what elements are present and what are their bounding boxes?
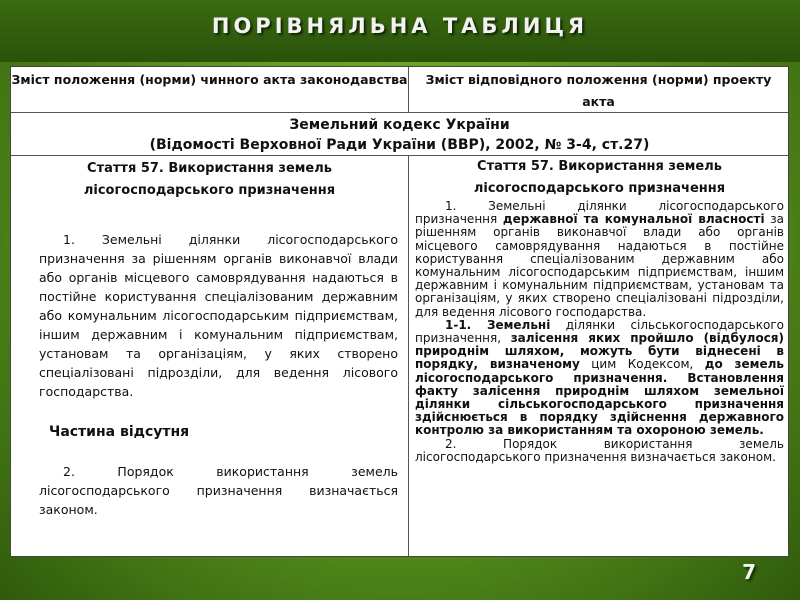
slide-title: ПОРІВНЯЛЬНА ТАБЛИЦЯ xyxy=(211,14,589,38)
header-draft-law: Зміст відповідного положення (норми) проекту акта xyxy=(409,67,788,113)
slide-number: 7 xyxy=(742,560,756,584)
left-paragraph-2: 2. Порядок використання земель лісогосподарського призначення визначається законом. xyxy=(39,464,398,517)
current-law-column xyxy=(11,156,409,556)
draft-law-column xyxy=(409,156,788,556)
law-title: Земельний кодекс України xyxy=(289,117,510,133)
p2-emphasis-c: залісення яких пройшло (відбулося) природнім шляхом, можуть бути віднесені в порядку, визначеному xyxy=(415,331,784,372)
p2-emphasis-e: до земель лісогосподарського призначення. Встановлення факту залісення природнім шляхом земельної ділянки сільськогосподарського призначення здійснюється в порядку здійснення державного контролю за використанням та охороною земель. xyxy=(415,357,784,438)
p1-text-c: за рішенням органів виконавчої влади або органів місцевого самоврядування надаються в постійне користування спеціалізованим державним або комунальним лісогосподарським підприємствам, іншим державним і комунальним підприємствам, установам та організаціям, у яких створено спеціалізовані підрозділи, для ведення лісового господарства. xyxy=(415,212,784,319)
p2-text-b: ділянки сільськогосподарського призначення, xyxy=(415,317,784,346)
right-paragraph-2: 2. Порядок використання земель лісогосподарського призначення визначається законом. xyxy=(415,436,784,464)
p1-text-a: 1. Земельні ділянки лісогосподарського призначення xyxy=(415,199,784,227)
title-bar xyxy=(0,0,800,62)
p2-text-d: цим Кодексом, xyxy=(579,357,705,372)
p2-emphasis-a: 1-1. Земельні xyxy=(445,317,551,332)
right-paragraph-1-1 xyxy=(415,319,784,438)
left-article-title: Стаття 57. Використання земель лісогосподарського призначення xyxy=(83,161,336,198)
right-article-title: Стаття 57. Використання земель лісогосподарського призначення xyxy=(473,159,726,196)
law-source: (Відомості Верховної Ради України (ВВР), 2002, № 3-4, ст.27) xyxy=(149,137,650,153)
comparison-table xyxy=(10,66,789,557)
missing-part-note: Частина відсутня xyxy=(49,424,190,440)
left-paragraph-1: 1. Земельні ділянки лісогосподарського призначення за рішенням органів виконавчої влади або органів місцевого самоврядування надаються в постійне користування спеціалізованим державним або комунальним лісогосподарським підприємствам, іншим державним і комунальним підприємствам, установам та організаціям, у яких створено спеціалізовані підрозділи, для ведення лісового господарства. xyxy=(39,232,398,399)
right-paragraph-1 xyxy=(415,200,784,319)
header-current-law: Зміст положення (норми) чинного акта законодавства xyxy=(11,67,409,113)
p1-emphasis: державної та комунальної власності xyxy=(502,212,765,227)
law-reference xyxy=(11,113,788,156)
